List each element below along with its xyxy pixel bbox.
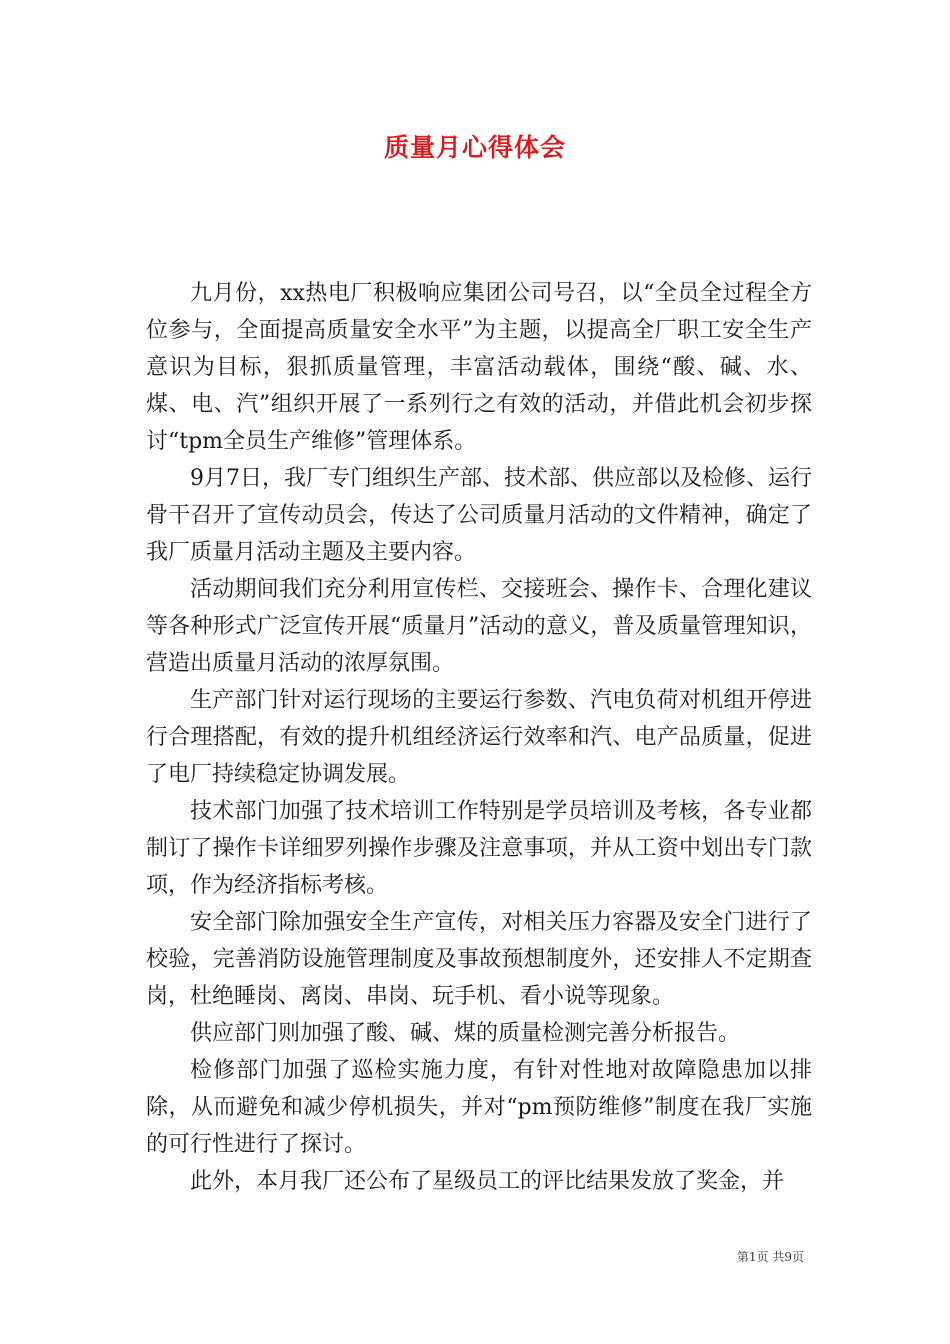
document-title: 质量月心得体会: [383, 133, 566, 162]
document-body: [146, 275, 812, 1200]
paragraph: 此外，本月我厂还公布了星级员工的评比结果发放了奖金，并: [190, 1169, 785, 1194]
paragraph: 检修部门加强了巡检实施力度，有针对性地对故障隐患加以排除，从而避免和减少停机损失，并对“pm预防维修”制度在我厂实施的可行性进行了探讨。: [146, 1058, 812, 1157]
paragraph: 技术部门加强了技术培训工作特别是学员培训及考核，各专业都制订了操作卡详细罗列操作步骤及注意事项，并从工资中划出专门款项，作为经济指标考核。: [146, 799, 812, 898]
paragraph: 九月份，xx热电厂积极响应集团公司号召，以“全员全过程全方位参与，全面提高质量安全水平”为主题，以提高全厂职工安全生产意识为目标，狠抓质量管理，丰富活动载体，围绕“酸、碱、水、煤、电、汽”组织开展了一系列行之有效的活动，并借此机会初步探讨“tpm全员生产维修”管理体系。: [146, 281, 812, 454]
paragraph: 9月7日，我厂专门组织生产部、技术部、供应部以及检修、运行骨干召开了宣传动员会，传达了公司质量月活动的文件精神，确定了我厂质量月活动主题及主要内容。: [146, 466, 812, 565]
paragraph: 活动期间我们充分利用宣传栏、交接班会、操作卡、合理化建议等各种形式广泛宣传开展“质量月”活动的意义，普及质量管理知识，营造出质量月活动的浓厚氛围。: [146, 577, 812, 676]
paragraph: 供应部门则加强了酸、碱、煤的质量检测完善分析报告。: [190, 1021, 741, 1046]
page-number-footer: 第1页 共9页: [736, 1250, 804, 1264]
paragraph: 生产部门针对运行现场的主要运行参数、汽电负荷对机组开停进行合理搭配，有效的提升机组经济运行效率和汽、电产品质量，促进了电厂持续稳定协调发展。: [146, 688, 812, 787]
paragraph: 安全部门除加强安全生产宣传，对相关压力容器及安全门进行了校验，完善消防设施管理制度及事故预想制度外，还安排人不定期查岗，杜绝睡岗、离岗、串岗、玩手机、看小说等现象。: [146, 910, 812, 1009]
